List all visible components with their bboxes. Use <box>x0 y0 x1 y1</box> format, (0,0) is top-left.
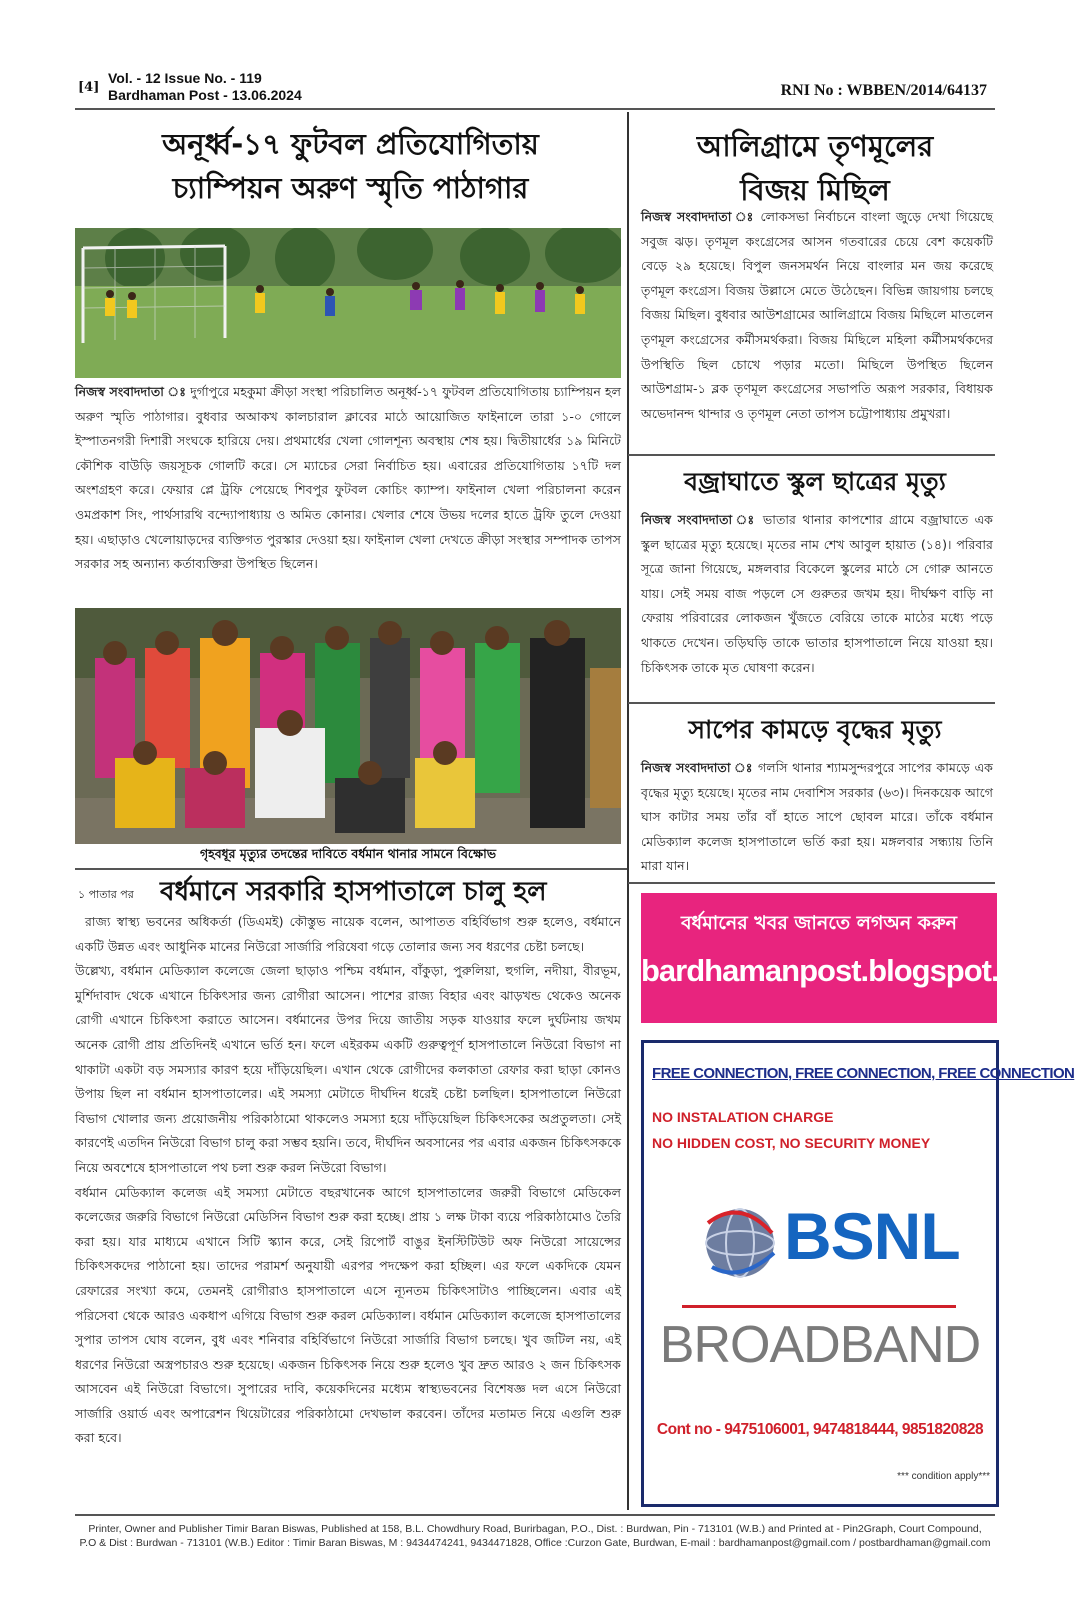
publication-date: Bardhaman Post - 13.06.2024 <box>108 87 302 103</box>
snake-byline: নিজস্ব সংবাদদাতা ঃ <box>641 760 754 775</box>
bsnl-ad <box>641 1040 1075 1507</box>
football-article <box>75 380 621 577</box>
protest-photo-image <box>75 608 621 844</box>
blog-ad[interactable] <box>641 893 1060 1023</box>
football-body <box>75 380 621 577</box>
right-rule-1 <box>628 454 995 456</box>
lightning-body <box>641 508 993 680</box>
globe-icon <box>700 1203 780 1283</box>
left-section-rule <box>75 868 627 870</box>
lightning-text: ভাতার থানার কাপশোর গ্রামে বজ্রাঘাতে এক স্কুল ছাত্রের মৃত্যু হয়েছে। মৃতের নাম শেখ আবুল হায়াত (১৪)। পরিবার সূত্রে জানা গিয়েছে, মঙ্গলবার বিকেলে স্কুলের মাঠে সে গোরু আনতে যায়। সেই সময় বাজ পড়লে সে গুরুতর জখম হয়। দীর্ঘক্ষণ বাড়ি না ফেরায় পরিবারের লোকজন খুঁজতে বেরিয়ে তাকে মাঠের মধ্যে পড়ে থাকতে দেখেন। তড়িঘড়ি তাকে ভাতার হাসপাতালে নিয়ে যাওয়া হয়। চিকিৎসক তাকে মৃত ঘোষণা করেন। <box>641 512 993 675</box>
football-text: দুর্গাপুরে মহকুমা ক্রীড়া সংস্থা পরিচালিত অনূর্ধ্ব-১৭ ফুটবল প্রতিযোগিতায় চ্যাম্পিয়ন হল অরুণ স্মৃতি পাঠাগার। বুধবার অআকখ কালচারাল ক্লাবের মাঠে আয়োজিত ফাইনালে তারা ১-০ গোলে ইস্পাতনগরী দিশারী সংঘকে হারিয়ে দেয়। প্রথমার্ধের খেলা গোলশূন্য অবস্থায় শেষ হয়। দ্বিতীয়ার্ধের ১৯ মিনিটে কৌশিক বাউড়ি জয়সূচক গোলটি করে। সে ম্যাচের সেরা নির্বাচিত হয়। এবারের প্রতিযোগিতায় ১৭টি দল অংশগ্রহণ করে। ফেয়ার প্লে ট্রফি পেয়েছে শিবপুর ফুটবল কোচিং ক্যাম্প। ফাইনাল খেলা পরিচালনা করেন ওমপ্রকাশ সিং, পার্থসারথি বন্দ্যোপাধ্যায় ও অমিত কোনার। খেলার শেষে উভয় দলের হাতে ট্রফি তুলে দেওয়া হয়। এছাড়াও খেলোয়াড়দের ব্যক্তিগত পুরস্কার দেওয়া হয়। ফাইনাল খেলা দেখতে ক্রীড়া সংস্থার সম্পাদক তাপস সরকার সহ অন্যান্য কর্তাব্যক্তিরা উপস্থিত ছিলেন। <box>75 384 621 572</box>
rni-number: RNI No : WBBEN/2014/64137 <box>780 82 987 99</box>
column-divider <box>627 112 629 1510</box>
hospital-para-3: বর্ধমান মেডিক্যাল কলেজ এই সমস্যা মেটাতে বছরখানেক আগে হাসপাতালের জরুরী বিভাগে মেডিকেল কলেজের জরুরি বিভাগে নিউরো মেডিসিন বিভাগ শুরু করা হচ্ছে। প্রায় ১ লক্ষ টাকা ব্যয়ে পরিকাঠামোও তৈরি করা হয়। যার মাধ্যমে এখানে সিটি স্ক্যান করে, সেই রিপোর্ট বাঙুর ইনস্টিটিউট অফ নিউরো সায়েন্সের চিকিৎসকদের পাঠানো হয়। তাদের পরামর্শ অনুযায়ী এরপর পদক্ষেপ করা হচ্ছিল। এর ফলে একদিকে যেমন রেফারের সংখ্যা কমে, তেমনই রোগীরাও হাসপাতালে এসে ন্যূনতম চিকিৎসাটাও পাচ্ছিলেন। এবার এই পরিসেবা থেকে আরও একধাপ এগিয়ে বিভাগ শুরু করল মেডিক্যাল। বর্ধমান মেডিক্যাল কলেজে হাসপাতালের সুপার তাপস ঘোষ বলেন, বুধ এবং শনিবার বহির্বিভাগে নিউরো সার্জারি বিভাগ চলছে। খুব জটিল নয়, এই ধরণের নিউরো অস্ত্রপচারও শুরু হয়েছে। একজন চিকিৎসক নিয়ে শুরু হলেও খুব দ্রুত আরও ২ জন চিকিৎসক আসবেন এই নিউরো বিভাগে। সুপারের দাবি, কয়েকদিনের মধ্যেম স্বাস্থ্যভবনের বিশেষজ্ঞ দল এসে নিউরো সার্জারি ওয়ার্ড এবং অপারেশন থিয়েটারের পরিকাঠামো দেখভাল করবেন। তাঁদের মতামত নিয়ে এগুলি শুরু করা হবে। <box>75 1184 621 1446</box>
football-headline-line1: অনূর্ধ্ব-১৭ ফুটবল প্রতিযোগিতায় <box>162 127 539 161</box>
bsnl-condition-note: *** condition apply*** <box>897 1471 990 1482</box>
blog-ad-tagline: বর্ধমানের খবর জানতে লগঅন করুন <box>680 912 958 934</box>
header-rule <box>75 108 995 110</box>
aligram-body <box>641 205 993 426</box>
right-rule-2 <box>628 702 995 704</box>
football-byline: নিজস্ব সংবাদদাতা ঃ <box>75 384 187 399</box>
aligram-article <box>641 205 993 426</box>
aligram-byline: নিজস্ব সংবাদদাতা ঃ <box>641 209 755 224</box>
bsnl-ad-headline: FREE CONNECTION, FREE CONNECTION, FREE CONNECTION <box>652 1065 1075 1082</box>
snake-article <box>641 756 993 879</box>
hospital-article <box>75 910 621 1451</box>
continued-label: ১ পাতার পর <box>78 888 134 901</box>
volume-label: Vol. - 12 Issue No. - 119 <box>108 70 262 86</box>
bsnl-ad-line2: NO HIDDEN COST, NO SECURITY MONEY <box>652 1135 931 1151</box>
right-rule-3 <box>628 882 995 884</box>
aligram-headline-line1: আলিগ্রামে তৃণমূলের <box>696 129 934 163</box>
football-photo <box>75 228 621 378</box>
footer-line-1: Printer, Owner and Publisher Timir Baran Biswas, Published at 158, B.L. Chowdhury Road, Burirbagan, P.O., Dist. : Burdwan, Pin - 713101 (W.B.) and Printed at - Pin2Graph, Court Compound, <box>88 1523 982 1535</box>
footer <box>60 1522 1010 1550</box>
hospital-headline: বর্ধমানে সরকারি হাসপাতালে চালু হল <box>160 877 547 907</box>
snake-body <box>641 756 993 879</box>
aligram-headline-line2: বিজয় মিছিল <box>740 173 890 207</box>
snake-headline: সাপের কামড়ে বৃদ্ধের মৃত্যু <box>688 715 942 744</box>
lightning-article <box>641 508 993 680</box>
bsnl-logo: BSNL <box>784 1199 960 1273</box>
lightning-headline: বজ্রাঘাতে স্কুল ছাত্রের মৃত্যু <box>684 467 946 496</box>
lightning-byline: নিজস্ব সংবাদদাতা ঃ <box>641 512 757 527</box>
bsnl-logo-rule <box>682 1305 956 1308</box>
football-photo-image <box>75 228 621 378</box>
hospital-para-1: রাজ্য স্বাস্থ্য ভবনের অধিকর্তা (ডিএমই) কৌস্তুভ নায়েক বলেন, আপাতত বহির্বিভাগ শুরু হলেও, বর্ধমানে একটি উন্নত এবং আধুনিক মানের নিউরো সার্জারি পরিষেবা গড়ে তোলার জন্য সব ধরণের চেষ্টা চলছে। <box>75 914 621 954</box>
hospital-para-2: উল্লেখ্য, বর্ধমান মেডিক্যাল কলেজে জেলা ছাড়াও পশ্চিম বর্ধমান, বাঁকুড়া, পুরুলিয়া, হুগলি, নদীয়া, বীরভূম, মুর্শিদাবাদ থেকে এখানে চিকিৎসার জন্য রোগীরা আসেন। পাশের রাজ্য বিহার এবং ঝাড়খন্ড থেকেও অনেক রোগী এখানে চিকিৎসা করাতে আসেন। বর্ধমানের উপর দিয়ে জাতীয় সড়ক যাওয়ার ফলে দুর্ঘটনায় জখম অনেক রোগী প্রায় প্রতিদিনই এখানে ভর্তি হন। ফলে এইরকম একটি গুরুত্বপূর্ণ হাসপাতালে নিউরো বিভাগ না থাকাটা একটা বড় সমস্যার কারণ হয়ে দাঁড়িয়েছিল। এখান থেকে রোগীদের কলকাতা রেফার করা ছাড়া কোনও উপায় ছিল না বর্ধমান হাসপাতালের। এই সমস্যা মেটাতে দীর্ঘদিন ধরেই চেষ্টা চলছিল। হাসপাতালে নিউরো বিভাগ খোলার জন্য প্রয়োজনীয় পরিকাঠামো থাকলেও সমস্যা হয়ে দাঁড়িয়েছিল চিকিৎসকের অপ্রতুলতা। সেই কারণেই এতদিন নিউরো বিভাগ চালু করা সম্ভব হয়নি। তবে, দীর্ঘদিন অবসানের পর এবার একজন চিকিৎসককে নিয়ে অবশেষে হাসপাতালে পথ চলা শুরু করল নিউরো বিভাগ। <box>75 963 621 1175</box>
protest-caption: গৃহবধূর মৃত্যুর তদন্তের দাবিতে বর্ধমান থানার সামনে বিক্ষোভ <box>199 846 497 861</box>
football-headline-line2: চ্যাম্পিয়ন অরুণ স্মৃতি পাঠাগার <box>172 171 529 205</box>
footer-rule <box>75 1514 995 1516</box>
bsnl-product: BROADBAND <box>659 1316 981 1374</box>
aligram-text: লোকসভা নির্বাচনে বাংলা জুড়ে দেখা গিয়েছে সবুজ ঝড়। তৃণমূল কংগ্রেসের আসন গতবারের চেয়ে বেশ কয়েকটি বেড়ে ২৯ হয়েছে। বিপুল জনসমর্থন নিয়ে বাংলার মন জয় করেছে তৃণমূল কংগ্রেস। বিজয় উল্লাসে মেতে উঠেছেন। বিভিন্ন জায়গায় চলছে বিজয় মিছিল। বুধবার আউশগ্রামের আলিগ্রামে বিজয় মিছিলে মাতলেন তৃণমূল কংগ্রেসের কর্মীসমর্থকরা। বিজয় মিছিলে মহিলা কর্মীসমর্থকদের উপস্থিতি ছিল চোখে পড়ার মতো। মিছিলে উপস্থিত ছিলেন আউশগ্রাম-১ ব্লক তৃণমূল কংগ্রেসের সভাপতি অরূপ সরকার, বিধায়ক অভেদানন্দ থান্দার ও তৃণমূল নেতা তাপস চট্টোপাধ্যায় প্রমুখরা। <box>641 209 993 421</box>
page-number: [4] <box>78 80 100 95</box>
bsnl-contact: Cont no - 9475106001, 9474818444, 9851820828 <box>656 1421 984 1438</box>
issue-info <box>108 70 302 104</box>
snake-text: গলসি থানার শ্যামসুন্দরপুরে সাপের কামড়ে এক বৃদ্ধের মৃত্যু হয়েছে। মৃতের নাম দেবাশিস সরকার (৬৩)। দিনকয়েক আগে ঘাস কাটার সময় তাঁর বাঁ হাতে সাপে ছোবল মারে। তাঁকে বর্ধমান মেডিক্যাল কলেজ হাসপাতালে ভর্তি করা হয়। মঙ্গলবার সন্ধ্যায় তিনি মারা যান। <box>641 760 993 874</box>
aligram-headline <box>640 124 990 212</box>
football-headline <box>78 122 623 210</box>
footer-line-2: P.O & Dist : Burdwan - 713101 (W.B.) Editor : Timir Baran Biswas, M : 9434474241, 9434471828, Office :Curzon Gate, Burdwan, E-mail : bardhamanpost@gmail.com / postbardhaman@gmail.com <box>79 1537 991 1549</box>
bsnl-ad-line1: NO INSTALATION CHARGE <box>652 1109 834 1125</box>
protest-photo <box>75 608 621 844</box>
blog-ad-url[interactable]: bardhamanpost.blogspot.com <box>641 953 1060 988</box>
